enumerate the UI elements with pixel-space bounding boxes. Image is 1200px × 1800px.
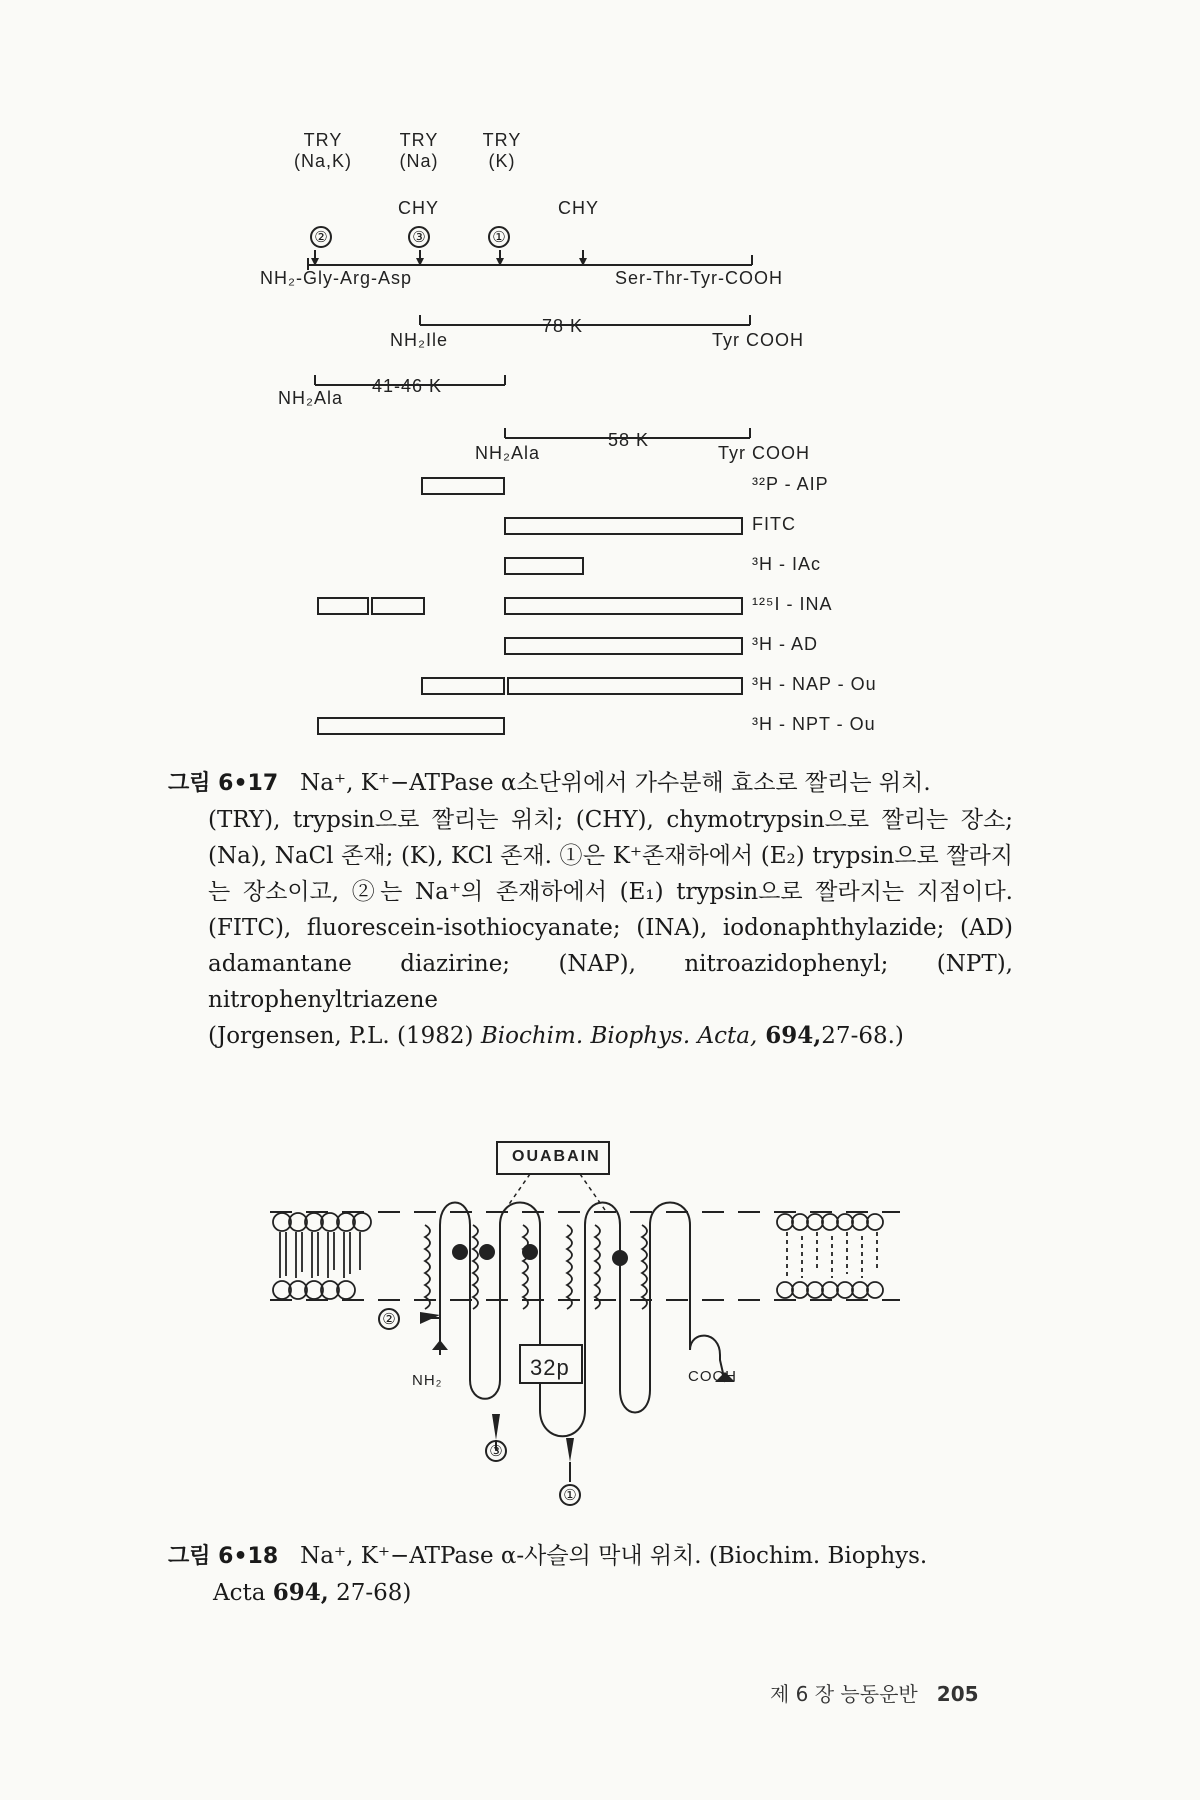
caption-6-17-ref-volume: 694,: [757, 1022, 822, 1049]
fragment-58k-left: NH₂Ala: [475, 443, 541, 463]
caption-6-18-ref-volume: 694,: [272, 1579, 329, 1606]
phosphorylation-site-label: 32p: [530, 1355, 570, 1380]
sequence-c-terminus: Ser-Thr-Tyr-COOH: [615, 268, 783, 288]
label-chy-1: CHY: [398, 198, 440, 218]
label-try-nak: TRY (Na,K): [293, 130, 352, 171]
label-npt: ³H - NPT - Ou: [752, 714, 876, 734]
caption-6-18-ref-pages: 27-68): [328, 1580, 412, 1606]
caption-6-18-title-line: [168, 1538, 1013, 1575]
site-1-marker: ①: [488, 226, 510, 248]
caption-6-17-description: (TRY), trypsin으로 짤리는 위치; (CHY), chymotrypsin으로 짤리는 장소; (Na), NaCl 존재; (K), KCl 존재. ①은 K⁺존재하에서 (E₂) trypsin으로 짤라지는 장소이고, ②는 Na⁺의 존재하에서 (E₁) trypsin으로 짤라지는 지점이다. (FITC), fluorescein-isothiocyanate; (INA), iodonaphthylazide; (AD) adamantane diazirine; (NAP), nitroazidophenyl; (NPT), nitrophenyltriazene: [208, 807, 1013, 1013]
label-iac: ³H - IAc: [752, 554, 821, 574]
caption-6-18-title: Na⁺, K⁺−ATPase α-사슬의 막내 위치. (Biochim. Biophys.: [300, 1543, 928, 1569]
site-2-marker: ②: [310, 226, 332, 248]
label-try-k: TRY (K): [482, 130, 522, 171]
caption-6-17-ref-pages: 27-68.): [821, 1023, 904, 1049]
caption-6-18: [168, 1538, 1013, 1611]
label-aip: ³²P - AIP: [752, 474, 829, 494]
fragment-78k-mid: 78 K: [542, 316, 584, 336]
lipid-bilayer-right: [777, 1214, 883, 1298]
fragment-78k-right: Tyr COOH: [712, 330, 804, 350]
ouabain-label: OUABAIN: [512, 1148, 601, 1165]
fragment-map-lines: [0, 0, 1200, 760]
caption-6-17: [168, 765, 1013, 1054]
fragment-58k-mid: 58 K: [608, 430, 650, 450]
transmembrane-helices: [425, 1225, 647, 1309]
chapter-title: 제 6 장 능동운반: [770, 1682, 918, 1706]
caption-6-18-ref-line: [168, 1575, 1013, 1611]
label-try-na: TRY (Na): [399, 130, 439, 171]
lipid-bilayer-left: [273, 1213, 371, 1299]
sequence-n-terminus: NH₂-Gly-Arg-Asp: [260, 268, 412, 288]
caption-6-17-label: 그림 6•17: [168, 771, 279, 796]
caption-6-17-ref-journal: Biochim. Biophys. Acta,: [480, 1023, 758, 1049]
caption-6-18-label: 그림 6•18: [168, 1544, 279, 1569]
site-2-marker-membrane: ②: [378, 1308, 400, 1330]
fragment-4146k-left: NH₂Ala: [278, 388, 344, 408]
caption-6-17-body: [168, 802, 1013, 1054]
page-number: 205: [936, 1682, 979, 1706]
nh2-terminus-label: NH₂: [412, 1372, 443, 1389]
cooh-terminus-label: COOH: [688, 1368, 737, 1385]
caption-6-17-title: Na⁺, K⁺−ATPase α소단위에서 가수분해 효소로 짤리는 위치.: [300, 770, 931, 796]
caption-6-17-ref-authors: (Jorgensen, P.L. (1982): [208, 1023, 481, 1049]
fragment-4146k-mid: 41-46 K: [372, 376, 443, 396]
caption-6-17-title-line: [168, 765, 1013, 802]
label-ina: ¹²⁵I - INA: [752, 594, 833, 614]
fragment-78k-left: NH₂Ile: [390, 330, 448, 350]
polypeptide-chain: [440, 1203, 725, 1437]
site-1-marker-membrane: ①: [559, 1484, 581, 1506]
fragment-58k-right: Tyr COOH: [718, 443, 810, 463]
label-ad: ³H - AD: [752, 634, 819, 654]
label-chy-2: CHY: [558, 198, 600, 218]
membrane-diagram: [0, 1140, 1200, 1560]
caption-6-18-ref-journal: Acta: [213, 1580, 273, 1606]
label-fitc: FITC: [752, 514, 796, 534]
label-nap: ³H - NAP - Ou: [752, 674, 877, 694]
running-footer: [770, 1678, 979, 1707]
site-3-marker: ③: [408, 226, 430, 248]
site-3-marker-membrane: ③: [485, 1440, 507, 1462]
